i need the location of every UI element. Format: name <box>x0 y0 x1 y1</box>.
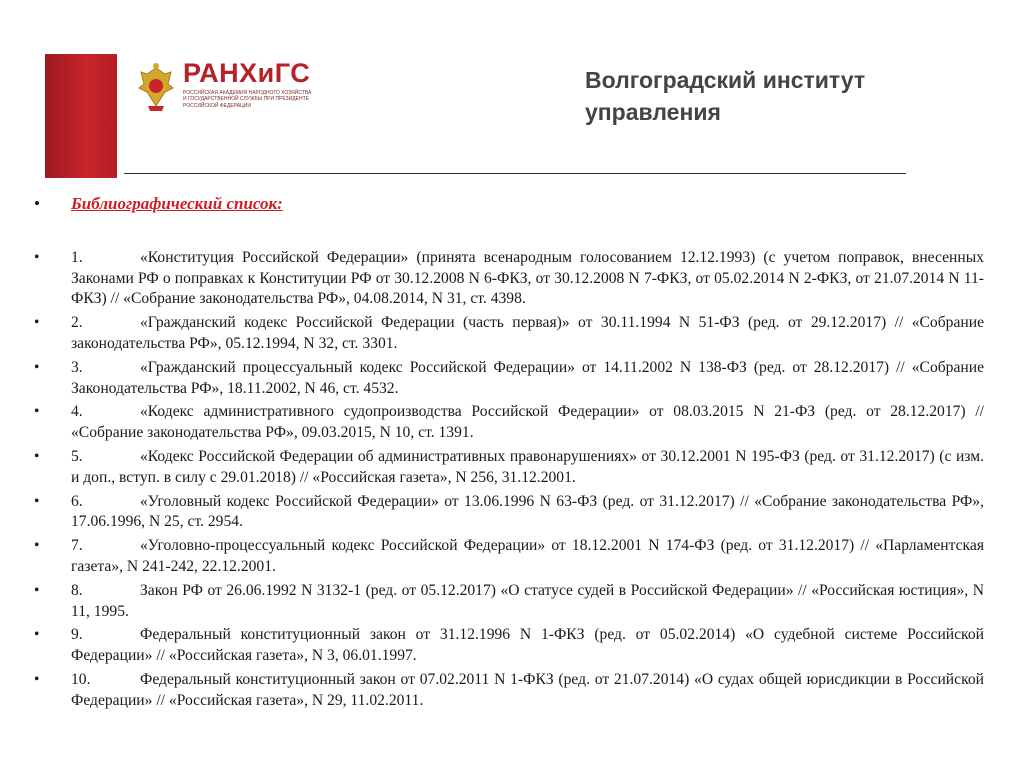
reference-text: «Конституция Российской Федерации» (принята всенародным голосованием 12.12.1993) (с учетом поправок, внесенных Законами РФ о поправках к Конституции РФ от 30.12.2008 N 6-ФКЗ, от 30.12.2008 N 7-ФКЗ, от 05.02.2014 N 2-ФКЗ, от 21.07.2014 N 11-ФКЗ) // «Собрание законодательства РФ», 04.08.2014, N 31, ст. 4398. <box>71 249 984 308</box>
reference-text: «Кодекс административного судопроизводства Российской Федерации» от 08.03.2015 N 21-ФЗ (ред. от 28.12.2017) // «Собрание законодательства РФ», 09.03.2015, N 10, ст. 1391. <box>71 403 984 442</box>
ranepa-logo <box>135 58 315 114</box>
logo-name: РАНХиГС <box>183 58 311 88</box>
reference-item <box>34 536 984 577</box>
reference-bullet: • <box>34 314 40 332</box>
header-divider <box>124 173 906 174</box>
reference-text: Федеральный конституционный закон от 07.02.2011 N 1-ФКЗ (ред. от 21.07.2014) «О судах общей юрисдикции в Российской Федерации» // «Российская газета», N 29, 11.02.2011. <box>71 671 984 709</box>
reference-number: 1. <box>71 249 83 266</box>
reference-item <box>34 248 984 310</box>
reference-number: 5. <box>71 448 83 466</box>
reference-text: Закон РФ от 26.06.1992 N 3132-1 (ред. от 05.12.2017) «О статусе судей в Российской Федерации» // «Российская юстиция», N 11, 1995. <box>71 581 984 620</box>
reference-list <box>34 248 984 715</box>
institute-title: Волгоградский институт управления <box>585 67 866 125</box>
reference-bullet: • <box>34 492 40 510</box>
reference-number: 6. <box>71 492 83 510</box>
eagle-emblem-icon <box>135 62 177 112</box>
reference-bullet: • <box>34 358 40 376</box>
reference-bullet: • <box>34 249 40 266</box>
reference-number: 4. <box>71 403 83 421</box>
reference-number: 9. <box>71 626 83 644</box>
reference-item <box>34 492 984 533</box>
red-accent-bar <box>45 54 117 178</box>
reference-item <box>34 625 984 666</box>
reference-number: 7. <box>71 537 83 555</box>
reference-text: «Гражданский процессуальный кодекс Российской Федерации» от 14.11.2002 N 138-ФЗ (ред. от 28.12.2017) // «Собрание Законодательства РФ», 18.11.2002, N 46, ст. 4532. <box>71 358 984 397</box>
heading-bullet: • <box>34 194 40 213</box>
section-heading: Библиографический список: <box>71 194 283 213</box>
logo-subtitle: РОССИЙСКАЯ АКАДЕМИЯ НАРОДНОГО ХОЗЯЙСТВА И ГОСУДАРСТВЕННОЙ СЛУЖБЫ ПРИ ПРЕЗИДЕНТЕ РОССИЙСКОЙ ФЕДЕРАЦИИ <box>183 90 312 109</box>
reference-text: «Кодекс Российской Федерации об административных правонарушениях» от 30.12.2001 N 195-ФЗ (ред. от 31.12.2017) (с изм. и доп., вступ. в силу с 29.01.2018) // «Российская газета», N 256, 31.12.2001. <box>71 448 984 486</box>
reference-item <box>34 402 984 443</box>
reference-text: «Гражданский кодекс Российской Федерации (часть первая)» от 30.11.1994 N 51-ФЗ (ред. от 29.12.2017) // «Собрание законодательства РФ», 05.12.1994, N 32, ст. 3301. <box>71 314 984 352</box>
reference-item <box>34 447 984 488</box>
reference-item <box>34 358 984 399</box>
reference-bullet: • <box>34 448 40 466</box>
reference-number: 2. <box>71 314 83 332</box>
reference-bullet: • <box>34 671 40 689</box>
reference-bullet: • <box>34 403 40 421</box>
reference-text: Федеральный конституционный закон от 31.12.1996 N 1-ФКЗ (ред. от 05.02.2014) «О судебной системе Российской Федерации» // «Российская газета», N 3, 06.01.1997. <box>71 626 984 665</box>
reference-number: 10. <box>71 671 91 689</box>
reference-number: 3. <box>71 358 83 376</box>
reference-number: 8. <box>71 581 83 599</box>
reference-bullet: • <box>34 581 40 599</box>
reference-item <box>34 313 984 354</box>
reference-bullet: • <box>34 626 40 644</box>
reference-bullet: • <box>34 537 40 555</box>
reference-item <box>34 670 984 711</box>
reference-item <box>34 581 984 622</box>
reference-text: «Уголовный кодекс Российской Федерации» от 13.06.1996 N 63-ФЗ (ред. от 31.12.2017) // «Собрание законодательства РФ», 17.06.1996, N 25, ст. 2954. <box>71 492 984 531</box>
reference-text: «Уголовно-процессуальный кодекс Российской Федерации» от 18.12.2001 N 174-ФЗ (ред. от 31.12.2017) // «Парламентская газета», N 241-242, 22.12.2001. <box>71 537 984 575</box>
